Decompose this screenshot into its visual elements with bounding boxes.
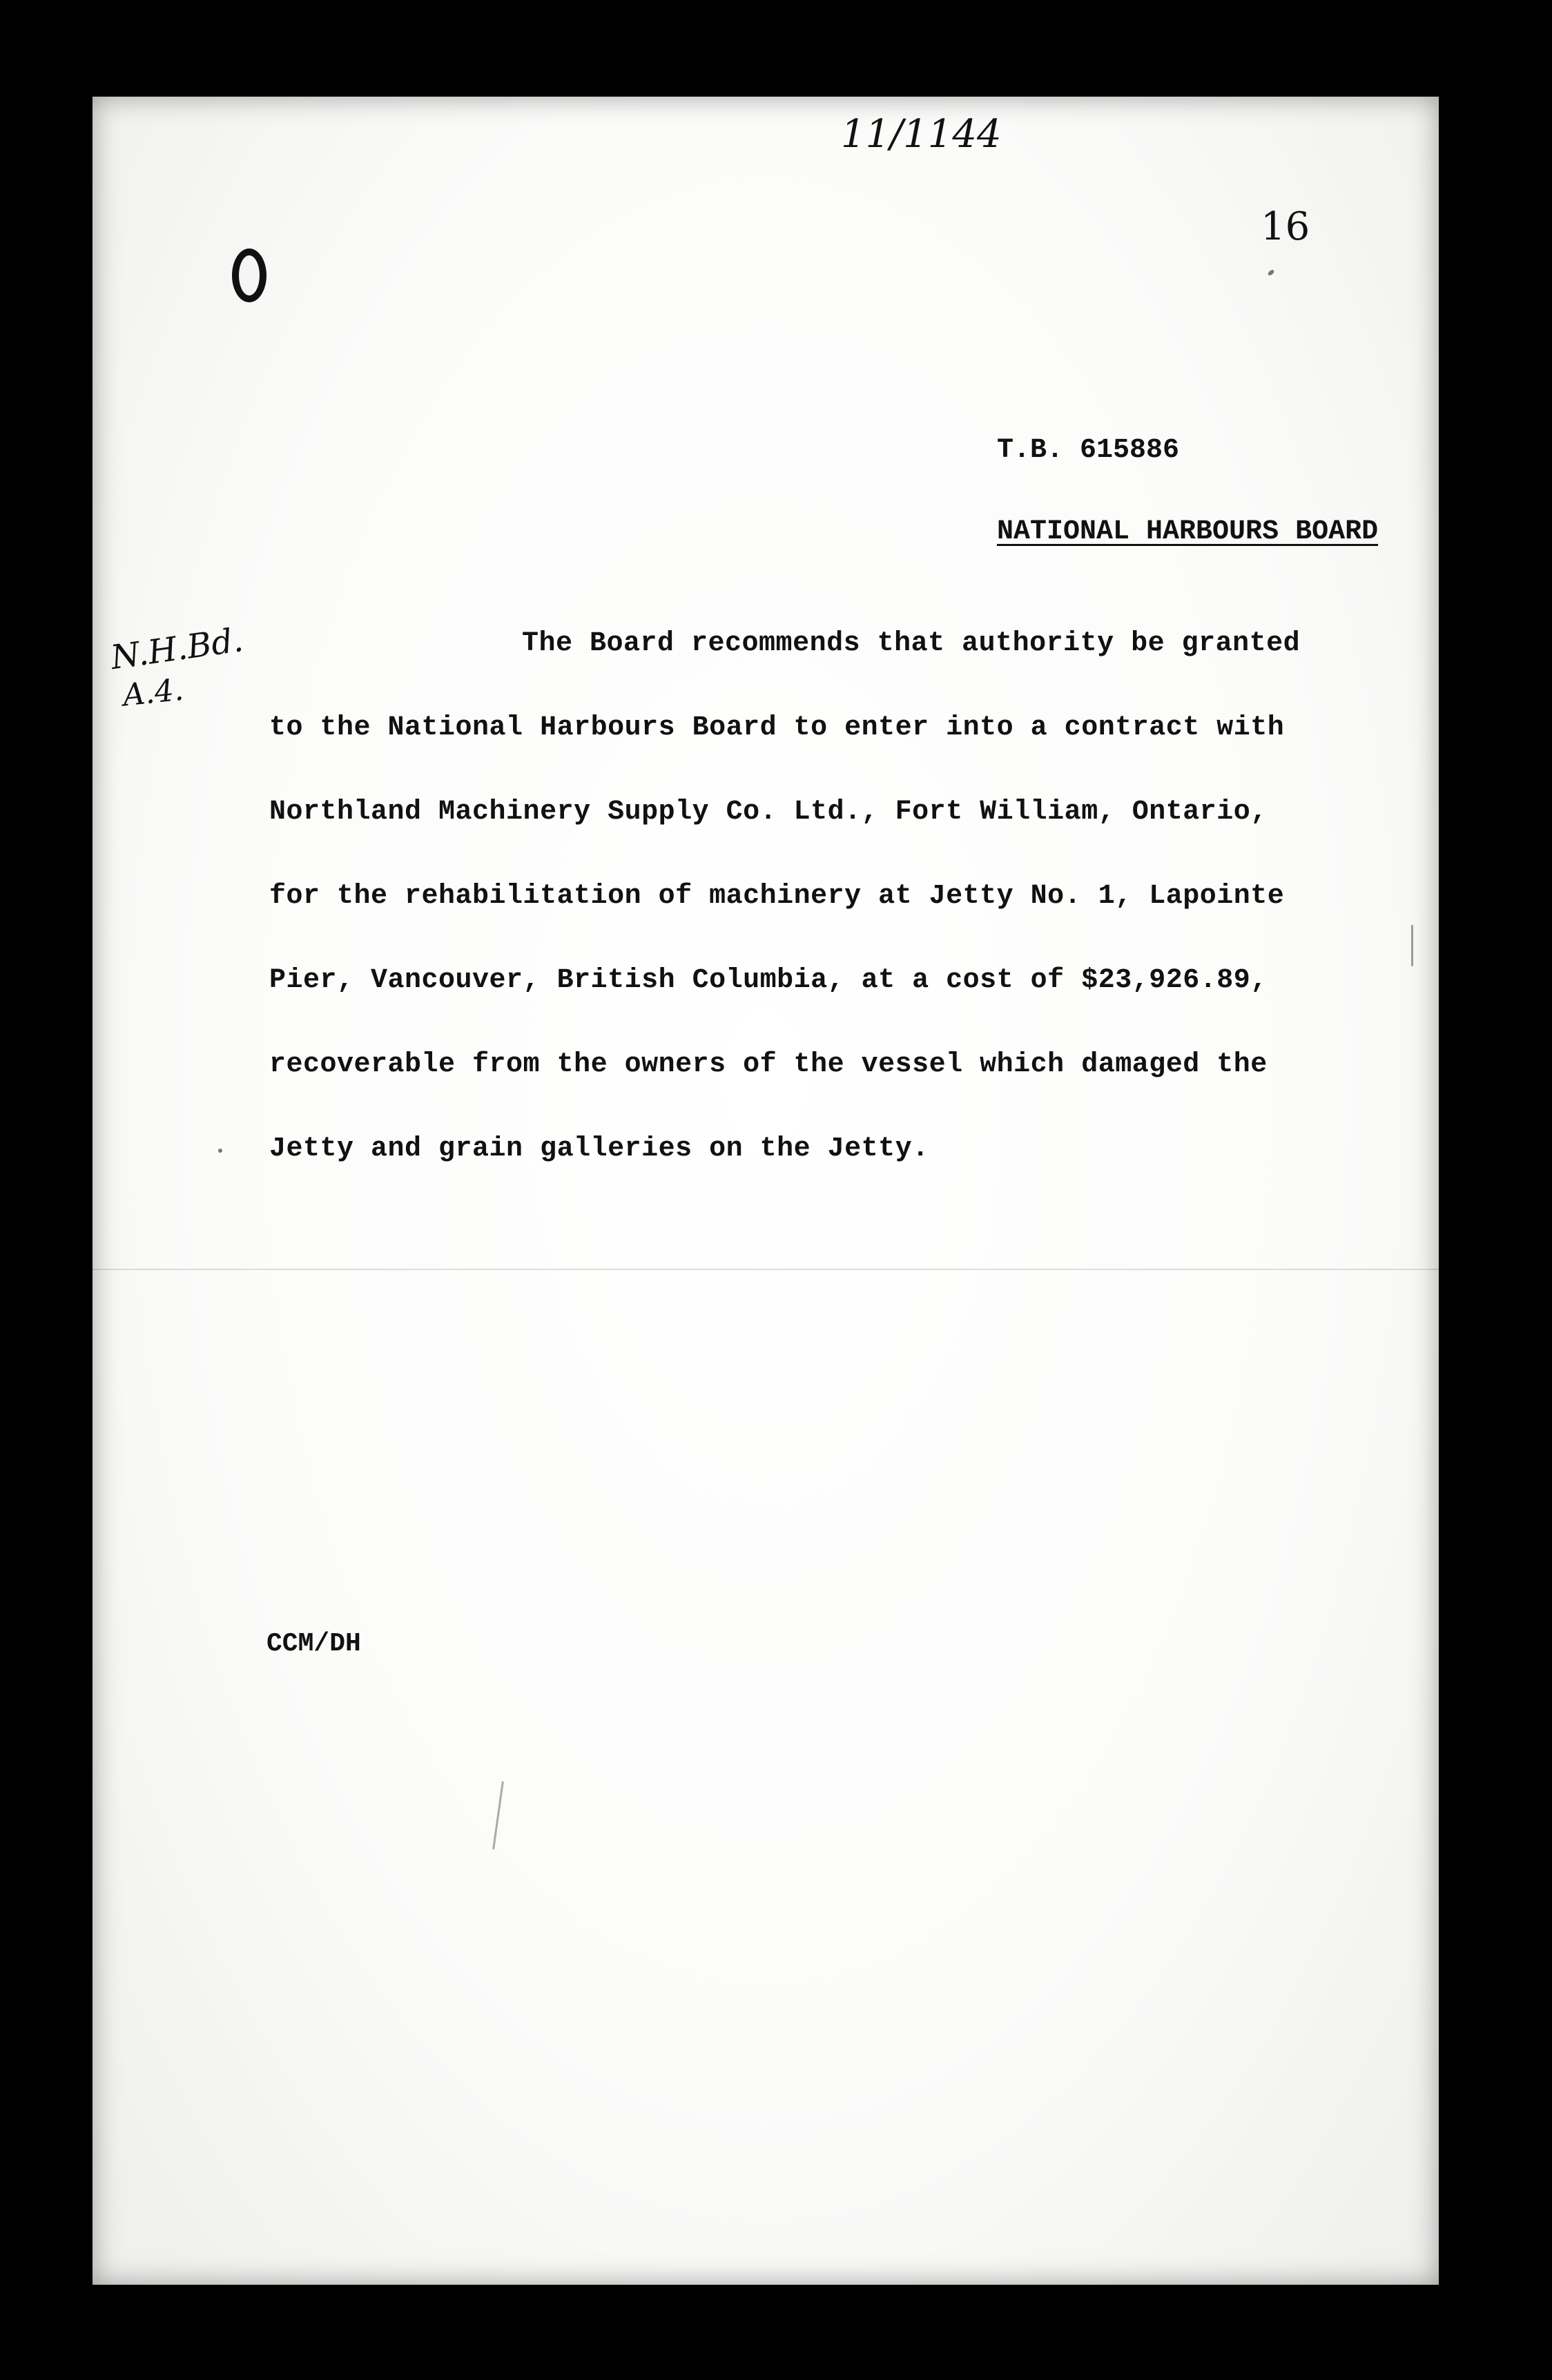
body-line-6: recoverable from the owners of the vessel which damaged the xyxy=(269,1049,1268,1080)
scan-speck xyxy=(1411,925,1413,966)
handwritten-file-reference: 11/1144 xyxy=(841,112,1002,157)
document-heading: NATIONAL HARBOURS BOARD xyxy=(997,516,1379,547)
body-line-3: Northland Machinery Supply Co. Ltd., Fort William, Ontario, xyxy=(269,797,1268,828)
scan-speck xyxy=(218,1149,222,1153)
document-page xyxy=(93,97,1439,2285)
body-line-4: for the rehabilitation of machinery at Jetty No. 1, Lapointe xyxy=(269,881,1285,912)
margin-note-line-1: N.H.Bd. xyxy=(108,620,246,678)
punch-hole xyxy=(232,248,266,302)
fold-line xyxy=(93,1269,1439,1270)
tb-reference: T.B. 615886 xyxy=(997,435,1180,466)
margin-note-line-2: A.4. xyxy=(121,672,186,714)
body-line-7: Jetty and grain galleries on the Jetty. xyxy=(269,1133,929,1164)
body-line-1: The Board recommends that authority be granted xyxy=(522,628,1301,659)
page-number: 16 xyxy=(1261,204,1310,249)
body-line-5: Pier, Vancouver, British Columbia, at a cost of $23,926.89, xyxy=(269,965,1268,996)
body-line-2: to the National Harbours Board to enter into a contract with xyxy=(269,712,1285,743)
typist-initials: CCM/DH xyxy=(266,1629,361,1659)
